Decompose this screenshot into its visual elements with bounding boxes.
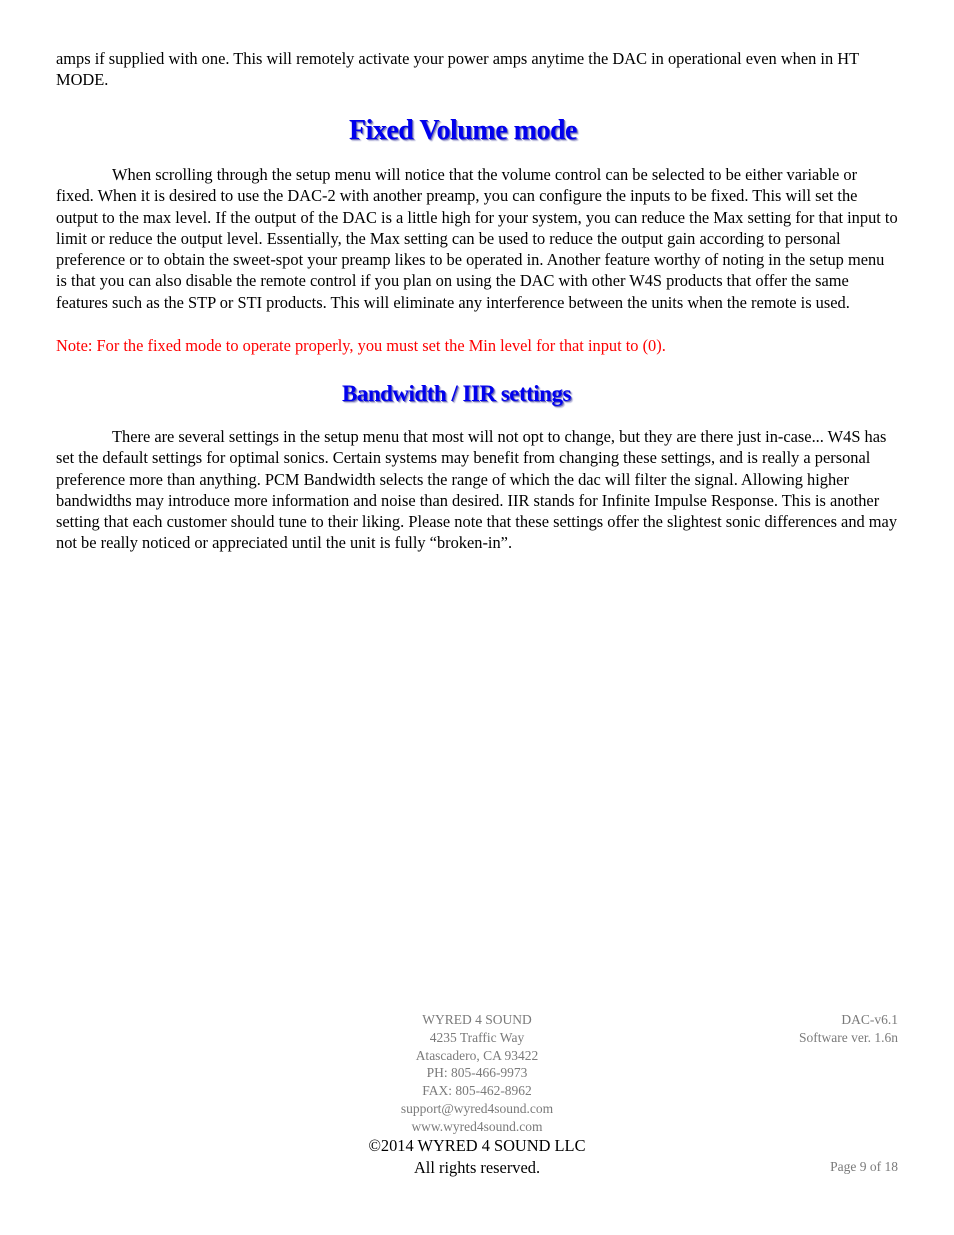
bandwidth-heading: Bandwidth / IIR settings — [342, 381, 571, 406]
footer-email: support@wyred4sound.com — [400, 1100, 554, 1116]
footer-street: 4235 Traffic Way — [429, 1029, 525, 1045]
footer-version-block — [799, 1011, 898, 1047]
footer-city: Atascadero, CA 93422 — [415, 1047, 539, 1063]
page-number: Page 9 of 18 — [830, 1159, 898, 1174]
footer-rights: All rights reserved. — [413, 1157, 541, 1177]
footer-website: www.wyred4sound.com — [411, 1118, 543, 1134]
footer-address — [327, 1011, 627, 1136]
footer-model: DAC-v6.1 — [841, 1012, 898, 1027]
footer-software: Software ver. 1.6n — [799, 1029, 898, 1045]
footer-fax: FAX: 805-462-8962 — [422, 1083, 532, 1099]
footer-copyright-block — [327, 1135, 627, 1178]
bandwidth-paragraph: There are several settings in the setup menu that most will not opt to change, but they are there just in-case... W4S has set the default settings for optimal sonics. Certain systems may benefit from changing these settings, and is really a personal preference more than anything. PCM Bandwidth selects the range of which the dac will filter the signal. Allowing higher bandwidths may introduce more information and noise than desired. IIR stands for Infinite Impulse Response. This is another setting that each customer should tune to their liking. Please note that these settings offer the slightest sonic differences and may not be really noticed or appreciated until the unit is fully “broken-in”. — [56, 427, 898, 553]
footer-company: WYRED 4 SOUND — [422, 1012, 532, 1027]
footer-copyright: ©2014 WYRED 4 SOUND LLC — [368, 1136, 586, 1155]
fixed-volume-paragraph: When scrolling through the setup menu will notice that the volume control can be selected to be either variable or fixed. When it is desired to use the DAC-2 with another preamp, you can configure the inputs to be fixed. This will set the output to the max level. If the output of the DAC is a little high for your system, you can reduce the Max setting for that input to limit or reduce the output level. Essentially, the Max setting can be used to reduce the output gain according to personal preference or to obtain the sweet-spot your preamp likes to be operated in. Another feature worthy of noting in the setup menu is that you can also disable the remote control if you plan on using the DAC with other W4S products that offer the same features such as the STP or STI products. This will eliminate any interference between the units when the remote is used. — [56, 165, 898, 312]
intro-paragraph: amps if supplied with one. This will remotely activate your power amps anytime the DAC in operational even when in HT MODE. — [56, 49, 859, 90]
footer-phone: PH: 805-466-9973 — [426, 1065, 528, 1081]
fixed-volume-heading: Fixed Volume mode — [349, 115, 577, 146]
fixed-volume-note: Note: For the fixed mode to operate properly, you must set the Min level for that input to (0). — [56, 336, 666, 355]
